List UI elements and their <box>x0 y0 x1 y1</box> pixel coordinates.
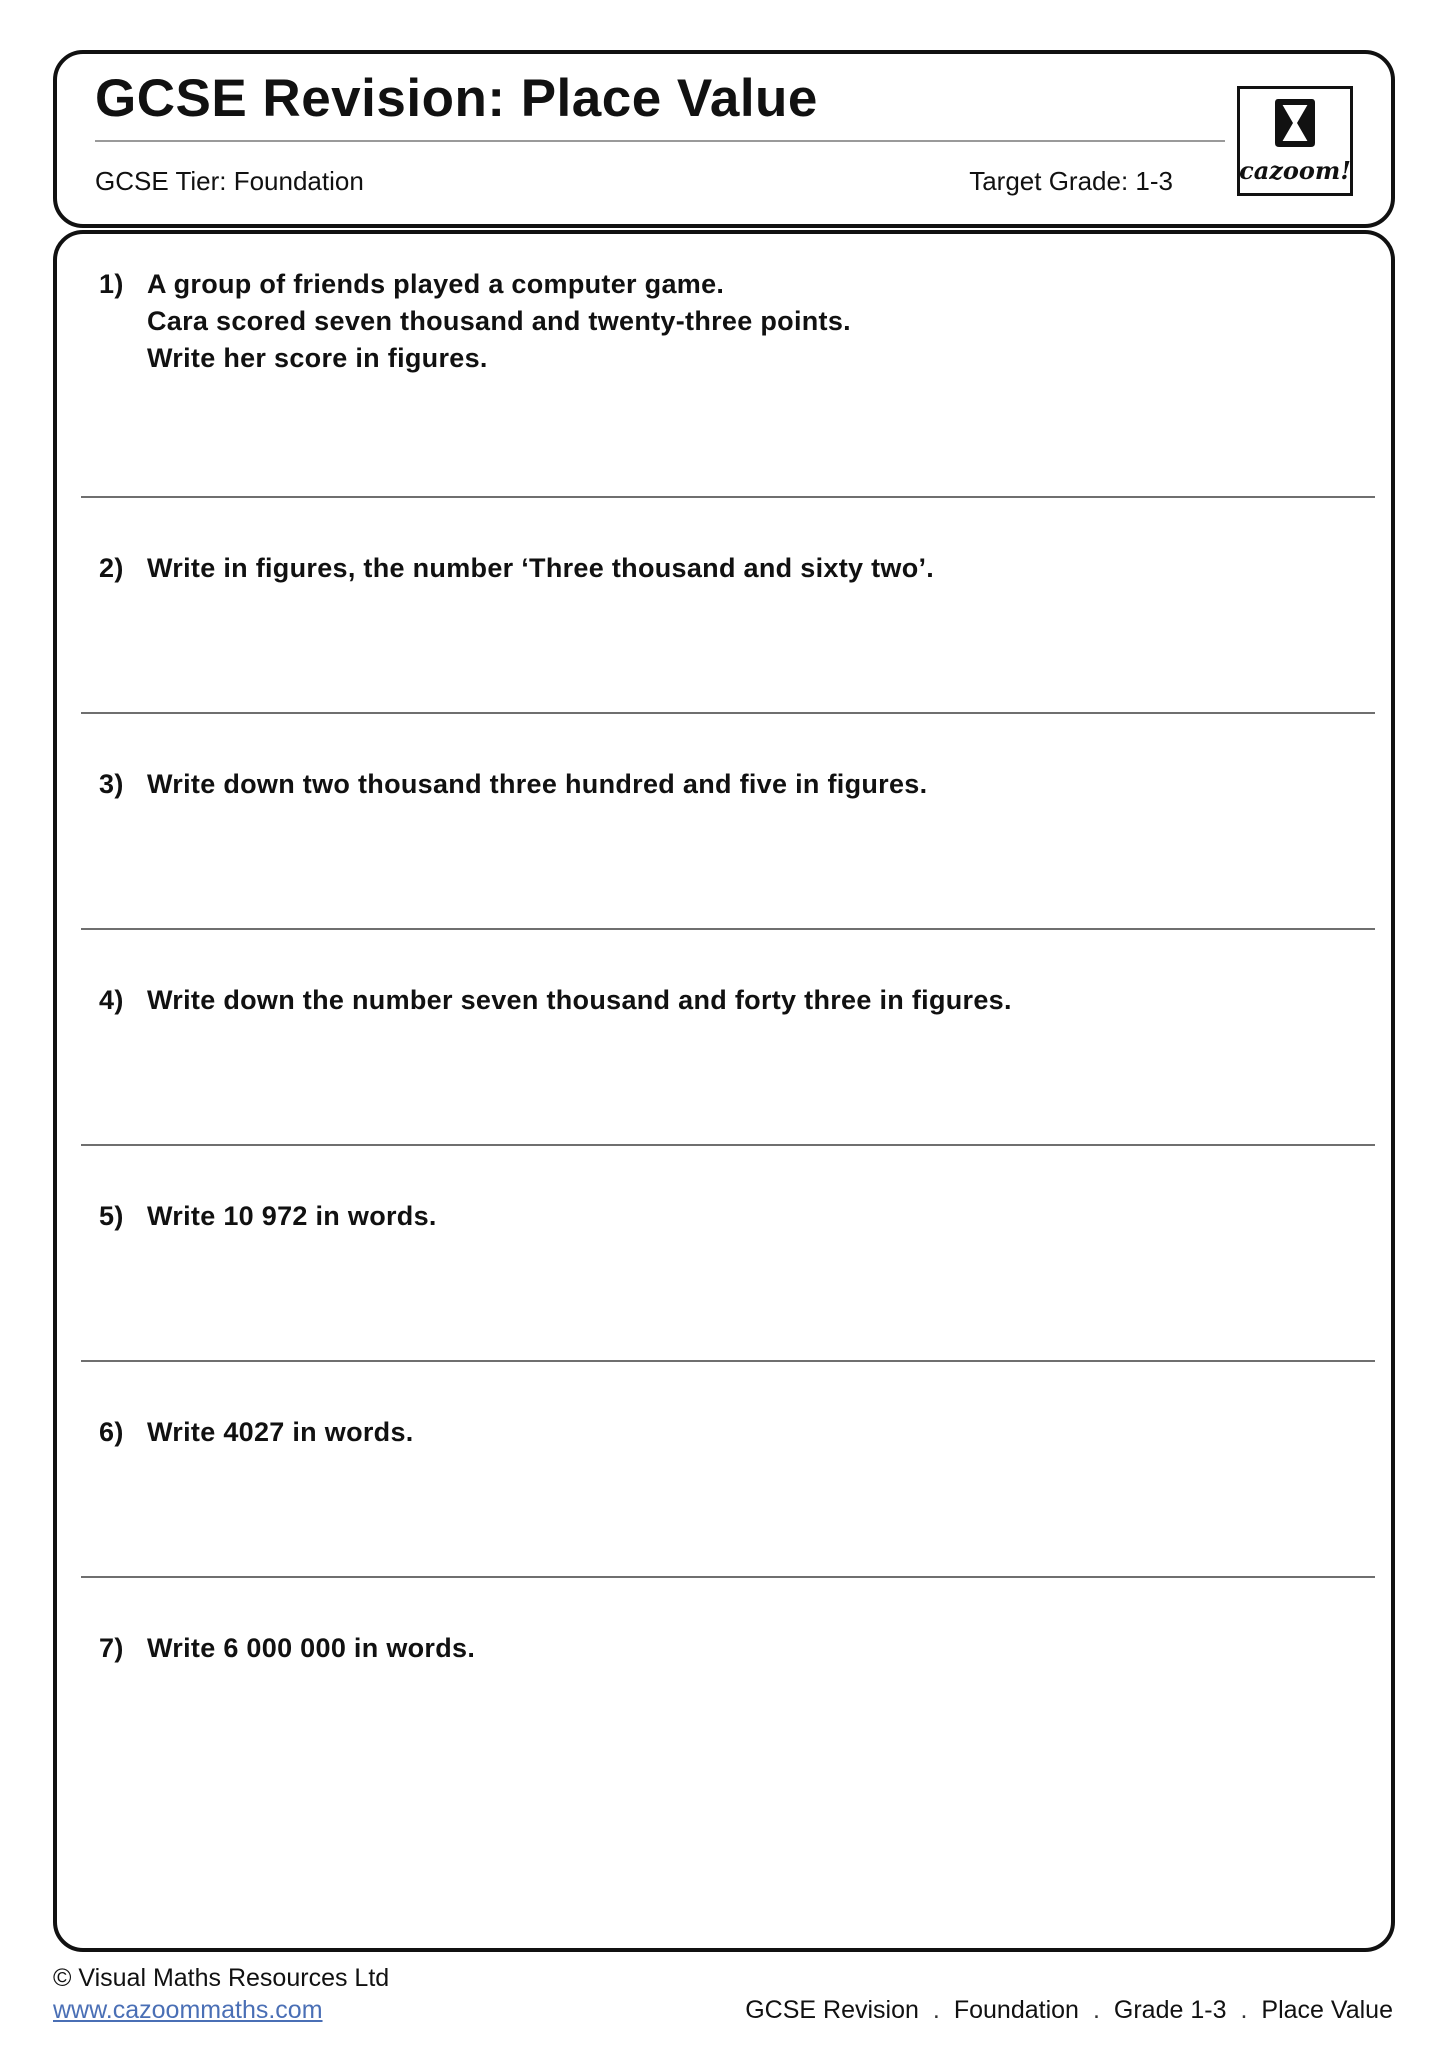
question-6 <box>57 1362 1391 1451</box>
question-line: Write 10 972 in words. <box>147 1201 437 1231</box>
footer-meta-separator: . <box>932 1996 940 2024</box>
footer-breadcrumb <box>745 1996 1393 2025</box>
worksheet-questions-panel <box>53 230 1395 1952</box>
copyright-text: © Visual Maths Resources Ltd <box>53 1964 390 1992</box>
question-line: Write 4027 in words. <box>147 1417 414 1447</box>
question-line: Write down the number seven thousand and forty three in figures. <box>147 985 1012 1015</box>
question-number: 7) <box>99 1633 124 1663</box>
question-number: 6) <box>99 1417 124 1447</box>
hourglass-logo-icon <box>1272 97 1318 154</box>
question-4-section <box>57 930 1391 1144</box>
cazoom-logo <box>1237 86 1353 196</box>
question-1 <box>57 234 1391 377</box>
question-text <box>147 266 1351 377</box>
question-1-section <box>57 234 1391 496</box>
question-line: Write her score in figures. <box>147 343 488 373</box>
footer-meta-item: Grade 1-3 <box>1113 1996 1227 2024</box>
footer-meta-separator: . <box>1092 1996 1100 2024</box>
question-2 <box>57 498 1391 587</box>
question-text <box>147 1414 1351 1451</box>
question-line: Write 6 000 000 in words. <box>147 1633 476 1663</box>
question-text <box>147 550 1351 587</box>
question-line: Cara scored seven thousand and twenty-three points. <box>147 306 851 336</box>
title-divider <box>95 140 1225 142</box>
cazoommaths-link[interactable]: www.cazoommaths.com <box>53 1996 323 2024</box>
footer-meta-separator: . <box>1240 1996 1248 2024</box>
question-number: 4) <box>99 985 124 1015</box>
header-panel <box>53 50 1395 228</box>
question-3-section <box>57 714 1391 928</box>
question-text <box>147 1198 1351 1235</box>
question-7 <box>57 1578 1391 1667</box>
question-number: 3) <box>99 769 124 799</box>
footer-meta-item: Foundation <box>953 1996 1079 2024</box>
question-line: Write in figures, the number ‘Three thousand and sixty two’. <box>147 553 935 583</box>
target-grade-label: Target Grade: 1-3 <box>969 166 1173 196</box>
question-5 <box>57 1146 1391 1235</box>
tier-label: GCSE Tier: Foundation <box>95 166 364 196</box>
question-text <box>147 766 1351 803</box>
question-4 <box>57 930 1391 1019</box>
question-number: 1) <box>99 269 124 299</box>
question-7-section <box>57 1578 1391 1948</box>
footer-meta-item: GCSE Revision <box>745 1996 919 2024</box>
question-line: A group of friends played a computer game. <box>147 269 725 299</box>
question-text <box>147 982 1351 1019</box>
page-title: GCSE Revision: Place Value <box>95 69 818 128</box>
question-number: 2) <box>99 553 124 583</box>
question-2-section <box>57 498 1391 712</box>
question-5-section <box>57 1146 1391 1360</box>
question-number: 5) <box>99 1201 124 1231</box>
question-line: Write down two thousand three hundred and five in figures. <box>147 769 928 799</box>
question-3 <box>57 714 1391 803</box>
footer-meta-item: Place Value <box>1261 1996 1393 2024</box>
question-text <box>147 1630 1351 1667</box>
cazoom-logo-text: cazoom! <box>1239 156 1351 185</box>
question-6-section <box>57 1362 1391 1576</box>
